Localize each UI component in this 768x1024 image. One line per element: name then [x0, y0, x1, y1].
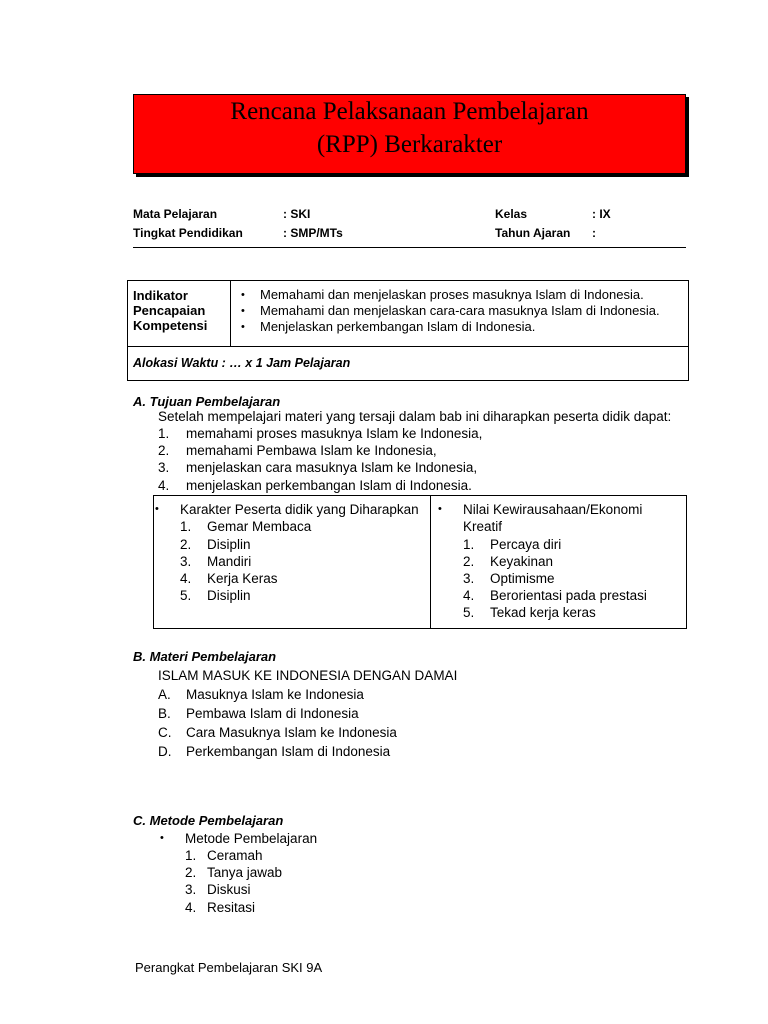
tujuan-intro: Setelah mempelajari materi yang tersaji dalam bab ini diharapkan peserta didik dapat:	[158, 409, 672, 424]
bullet-icon: •	[241, 305, 245, 317]
mapel-value: : SKI	[283, 207, 311, 221]
nilai-item: Keyakinan	[490, 554, 554, 569]
nilai-item: Tekad kerja keras	[490, 605, 596, 620]
alokasi-waktu: Alokasi Waktu : … x 1 Jam Pelajaran	[133, 356, 351, 370]
divider	[133, 247, 686, 248]
indikator-label-1: Indikator	[133, 288, 188, 303]
bullet-icon: •	[160, 832, 164, 844]
materi-item: Perkembangan Islam di Indonesia	[186, 744, 391, 759]
bullet-icon: •	[155, 503, 159, 515]
title-box	[133, 94, 686, 174]
tujuan-item: menjelaskan perkembangan Islam di Indonesia.	[186, 478, 472, 493]
tujuan-heading: A. Tujuan Pembelajaran	[133, 394, 281, 409]
materi-num: D.	[158, 744, 172, 759]
karakter-item: Disiplin	[207, 588, 251, 603]
mapel-label: Mata Pelajaran	[133, 207, 218, 221]
metode-num: 1.	[185, 848, 197, 863]
kelas-value: : IX	[592, 207, 611, 221]
nilai-item: Optimisme	[490, 571, 555, 586]
metode-heading: C. Metode Pembelajaran	[133, 813, 284, 828]
tahun-label: Tahun Ajaran	[495, 226, 571, 240]
kelas-label: Kelas	[495, 207, 528, 221]
nilai-num: 3.	[463, 571, 475, 586]
karakter-num: 4.	[180, 571, 192, 586]
metode-item: Diskusi	[207, 882, 251, 897]
metode-sub: Metode Pembelajaran	[185, 831, 318, 846]
tujuan-item: menjelaskan cara masuknya Islam ke Indonesia,	[186, 460, 478, 475]
tujuan-num: 3.	[158, 460, 170, 475]
tingkat-value: : SMP/MTs	[283, 226, 343, 240]
table-divider	[127, 346, 689, 347]
karakter-item: Gemar Membaca	[207, 519, 312, 534]
title-shadow	[686, 97, 689, 177]
title-line-2: (RPP) Berkarakter	[316, 131, 503, 158]
bullet-icon: •	[241, 321, 245, 333]
karakter-num: 3.	[180, 554, 192, 569]
title-shadow	[136, 174, 689, 177]
metode-item: Resitasi	[207, 900, 256, 915]
metode-num: 4.	[185, 900, 197, 915]
karakter-item: Kerja Keras	[207, 571, 278, 586]
tujuan-num: 2.	[158, 443, 170, 458]
nilai-title: Nilai Kewirausahaan/Ekonomi	[463, 502, 643, 517]
metode-item: Ceramah	[207, 848, 263, 863]
nilai-num: 2.	[463, 554, 475, 569]
karakter-num: 5.	[180, 588, 192, 603]
materi-item: Cara Masuknya Islam ke Indonesia	[186, 725, 397, 740]
materi-item: Masuknya Islam ke Indonesia	[186, 687, 364, 702]
nilai-num: 4.	[463, 588, 475, 603]
table-divider	[230, 280, 231, 347]
indikator-label-3: Kompetensi	[133, 318, 208, 333]
nilai-num: 5.	[463, 605, 475, 620]
metode-num: 2.	[185, 865, 197, 880]
nilai-item: Percaya diri	[490, 537, 562, 552]
competency-item: Menjelaskan perkembangan Islam di Indonesia.	[260, 319, 536, 334]
tujuan-num: 4.	[158, 478, 170, 493]
materi-heading: B. Materi Pembelajaran	[133, 649, 277, 664]
metode-item: Tanya jawab	[207, 865, 283, 880]
karakter-item: Disiplin	[207, 537, 251, 552]
tingkat-label: Tingkat Pendidikan	[133, 226, 243, 240]
tahun-value: :	[592, 226, 596, 240]
karakter-title: Karakter Peserta didik yang Diharapkan	[180, 502, 419, 517]
nilai-title: Kreatif	[463, 519, 503, 534]
materi-item: Pembawa Islam di Indonesia	[186, 706, 359, 721]
materi-num: A.	[158, 687, 171, 702]
tujuan-num: 1.	[158, 426, 170, 441]
nilai-num: 1.	[463, 537, 475, 552]
page-footer: Perangkat Pembelajaran SKI 9A	[135, 960, 323, 975]
bullet-icon: •	[438, 503, 442, 515]
bullet-icon: •	[241, 289, 245, 301]
indikator-label-2: Pencapaian	[133, 303, 206, 318]
title-line-1: Rencana Pelaksanaan Pembelajaran	[230, 98, 589, 125]
competency-item: Memahami dan menjelaskan cara-cara masuknya Islam di Indonesia.	[260, 303, 660, 318]
table-divider	[430, 495, 431, 629]
karakter-item: Mandiri	[207, 554, 252, 569]
materi-subtitle: ISLAM MASUK KE INDONESIA DENGAN DAMAI	[158, 668, 458, 683]
nilai-item: Berorientasi pada prestasi	[490, 588, 647, 603]
competency-item: Memahami dan menjelaskan proses masuknya Islam di Indonesia.	[260, 287, 644, 302]
materi-num: B.	[158, 706, 171, 721]
karakter-num: 1.	[180, 519, 192, 534]
tujuan-item: memahami proses masuknya Islam ke Indonesia,	[186, 426, 483, 441]
tujuan-item: memahami Pembawa Islam ke Indonesia,	[186, 443, 437, 458]
karakter-num: 2.	[180, 537, 192, 552]
metode-num: 3.	[185, 882, 197, 897]
materi-num: C.	[158, 725, 172, 740]
